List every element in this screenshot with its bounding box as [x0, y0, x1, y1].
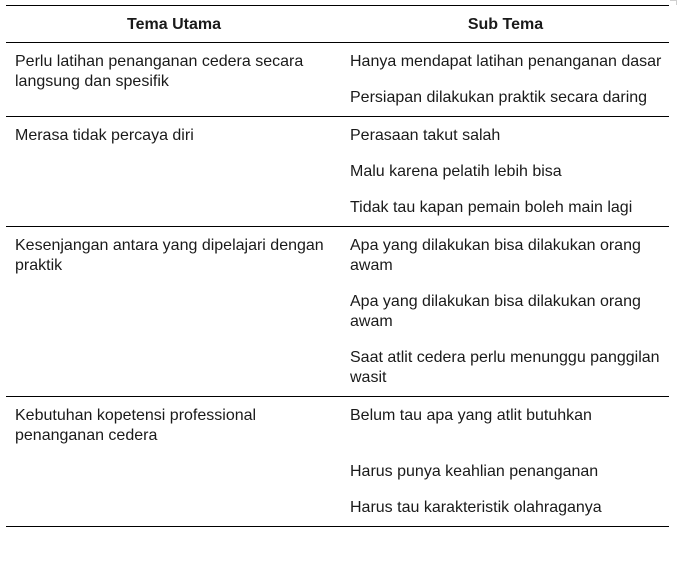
- header-sub-theme: Sub Tema: [342, 6, 669, 43]
- sub-theme-item: Tidak tau kapan pemain boleh main lagi: [350, 199, 633, 216]
- sub-theme-cell: [342, 397, 669, 527]
- page-corner-mark: [670, 0, 677, 5]
- main-theme-cell: Kebutuhan kopetensi professional penanganan cedera: [6, 397, 342, 527]
- sub-theme-item: Harus punya keahlian penanganan: [350, 463, 599, 480]
- main-theme-cell: Kesenjangan antara yang dipelajari dengan praktik: [6, 227, 342, 397]
- sub-theme-cell: [342, 117, 669, 227]
- sub-theme-cell: [342, 43, 669, 117]
- themes-table: [6, 5, 669, 527]
- table-row: [6, 397, 669, 527]
- document-page: [6, 5, 669, 527]
- sub-theme-item: Malu karena pelatih lebih bisa: [350, 163, 562, 180]
- sub-theme-item: Perasaan takut salah: [350, 127, 501, 144]
- sub-theme-item: Apa yang dilakukan bisa dilakukan orang awam: [350, 293, 641, 330]
- sub-theme-cell: [342, 227, 669, 397]
- header-main-theme: Tema Utama: [6, 6, 342, 43]
- sub-theme-item: Harus tau karakteristik olahraganya: [350, 499, 602, 516]
- main-theme-cell: Perlu latihan penanganan cedera secara langsung dan spesifik: [6, 43, 342, 117]
- main-theme-cell: Merasa tidak percaya diri: [6, 117, 342, 227]
- sub-theme-item: Apa yang dilakukan bisa dilakukan orang awam: [350, 237, 641, 274]
- table-row: [6, 43, 669, 117]
- table-header-row: [6, 6, 669, 43]
- sub-theme-item: Saat atlit cedera perlu menunggu panggilan wasit: [350, 349, 660, 386]
- sub-theme-item: Persiapan dilakukan praktik secara daring: [350, 89, 648, 106]
- table-row: [6, 117, 669, 227]
- sub-theme-item: Belum tau apa yang atlit butuhkan: [350, 407, 592, 424]
- table-row: [6, 227, 669, 397]
- sub-theme-item: Hanya mendapat latihan penanganan dasar: [350, 53, 662, 70]
